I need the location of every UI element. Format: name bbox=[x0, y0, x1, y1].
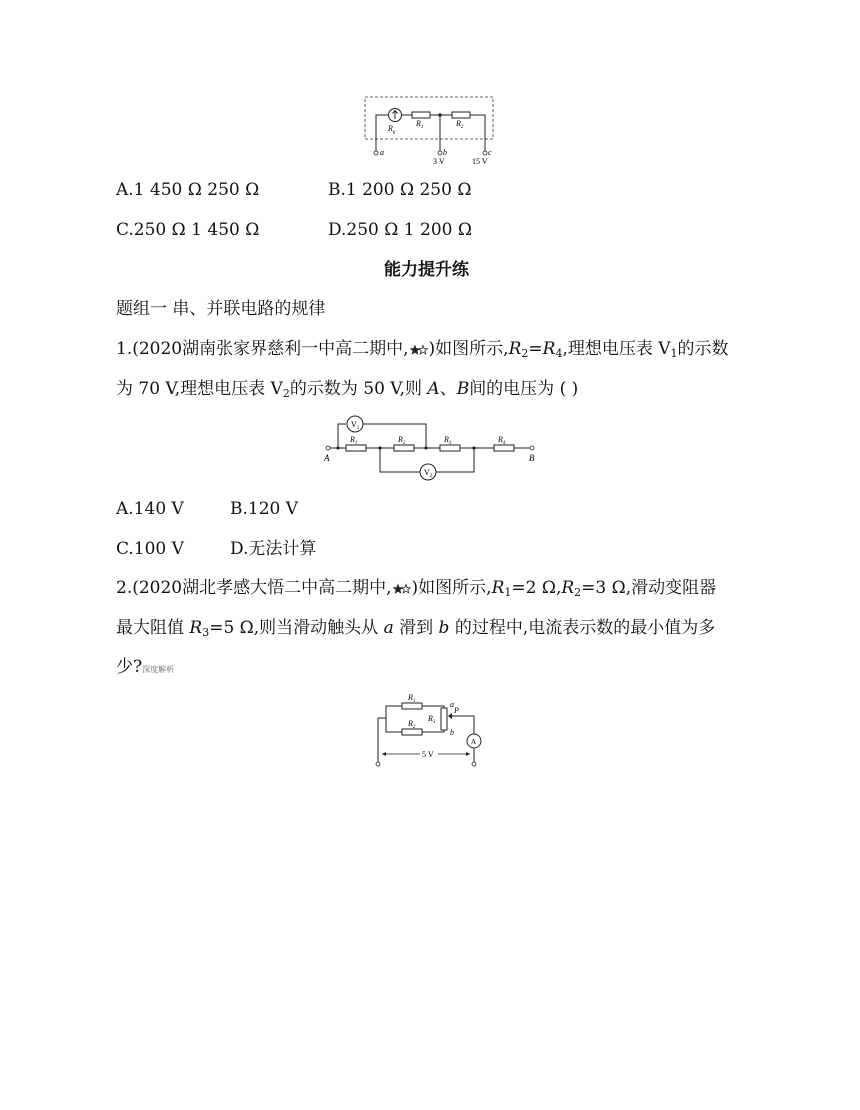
label-a: a bbox=[380, 148, 384, 157]
difficulty-stars-icon bbox=[409, 344, 429, 356]
label-5v: 5 V bbox=[422, 750, 434, 759]
label-rg: $R_g$ bbox=[388, 124, 396, 135]
label-v1: $V_1$ bbox=[351, 420, 360, 431]
resistor-r1 bbox=[412, 112, 430, 118]
q1-line1: 1.(2020湖南张家界慈利一中高二期中, )如图所示$,R_2=R_4$,理想电压表 $V_1$的示数 bbox=[116, 339, 729, 360]
wire bbox=[363, 424, 426, 448]
label-b: b bbox=[450, 728, 454, 737]
q1-line2: 为 70 V,理想电压表 $V_2$的示数为 50 V,则 A、B间的电压为 ( ) bbox=[116, 379, 579, 400]
junction-dot bbox=[336, 446, 339, 449]
wire bbox=[338, 424, 346, 448]
diagram-q2-circuit bbox=[372, 686, 488, 768]
rheostat-r3 bbox=[441, 708, 447, 730]
label-r1: $R_1$ bbox=[408, 693, 416, 704]
label-r3: $R_3$ bbox=[444, 435, 452, 446]
q1-option-a: A.140 V bbox=[116, 499, 184, 519]
option-b: B.1 200 Ω 250 Ω bbox=[328, 180, 472, 200]
label-r1: $R_1$ bbox=[350, 435, 358, 446]
label-r4: $R_4$ bbox=[498, 435, 506, 446]
q1-option-b: B.120 V bbox=[230, 499, 299, 519]
label-r2: $R_2$ bbox=[408, 719, 416, 730]
q1-option-c: C.100 V bbox=[116, 539, 184, 559]
wire bbox=[380, 448, 420, 472]
arrow-right-icon bbox=[466, 752, 470, 756]
label-ammeter: A bbox=[471, 738, 477, 746]
terminal-c bbox=[483, 151, 487, 155]
deep-analysis-tag: 深度解析 bbox=[142, 665, 175, 674]
label-r3: $R_3$ bbox=[428, 714, 436, 725]
slider-p-arrow-icon bbox=[448, 713, 452, 719]
terminal-right bbox=[472, 762, 476, 766]
terminal-left bbox=[376, 762, 380, 766]
option-d: D.250 Ω 1 200 Ω bbox=[328, 220, 472, 240]
junction-dot bbox=[424, 446, 427, 449]
wire bbox=[436, 448, 474, 472]
group-title: 题组一 串、并联电路的规律 bbox=[116, 299, 326, 319]
difficulty-stars-icon bbox=[392, 583, 412, 595]
label-v2: $V_2$ bbox=[424, 468, 433, 479]
terminal-A bbox=[326, 446, 330, 450]
wire bbox=[452, 716, 474, 734]
label-r2: $R_2$ bbox=[398, 435, 406, 446]
terminal-b bbox=[438, 151, 442, 155]
wire bbox=[470, 115, 485, 151]
q2-line2: 最大阻值 $R_3=5$ Ω,则当滑动触头从 a 滑到 b 的过程中,电流表示数的最小值为多 bbox=[116, 618, 716, 639]
wire bbox=[386, 706, 402, 718]
label-p: P bbox=[454, 706, 459, 715]
label-b: b bbox=[443, 148, 447, 157]
label-r1: $R_1$ bbox=[416, 119, 424, 130]
q2-line3: 少?深度解析 bbox=[116, 657, 175, 677]
junction-dot bbox=[472, 446, 475, 449]
section-title: 能力提升练 bbox=[384, 260, 469, 280]
q2-line1: 2.(2020湖北孝感大悟二中高二期中, )如图所示$,R_1=2$ $\Omega,R_2=3$ Ω,滑动变阻器 bbox=[116, 578, 717, 599]
label-A: A bbox=[324, 453, 330, 463]
label-c: c bbox=[488, 148, 492, 157]
option-a: A.1 450 Ω 250 Ω bbox=[116, 180, 260, 200]
terminal-B bbox=[530, 446, 534, 450]
option-c: C.250 Ω 1 450 Ω bbox=[116, 220, 260, 240]
terminal-a bbox=[374, 151, 378, 155]
label-r2: $R_2$ bbox=[456, 119, 464, 130]
arrow-left-icon bbox=[382, 752, 386, 756]
wire bbox=[386, 718, 402, 732]
diagram-q1-circuit bbox=[322, 414, 542, 486]
label-B: B bbox=[529, 453, 535, 463]
label-15v: 15 V bbox=[472, 157, 488, 166]
q1-option-d: D.无法计算 bbox=[230, 539, 317, 559]
label-3v: 3 V bbox=[433, 157, 445, 166]
diagram-voltmeter-circuit bbox=[360, 94, 500, 166]
resistor-r2 bbox=[452, 112, 470, 118]
junction-dot bbox=[378, 446, 381, 449]
wire bbox=[376, 115, 388, 151]
label-a: a bbox=[450, 700, 454, 709]
